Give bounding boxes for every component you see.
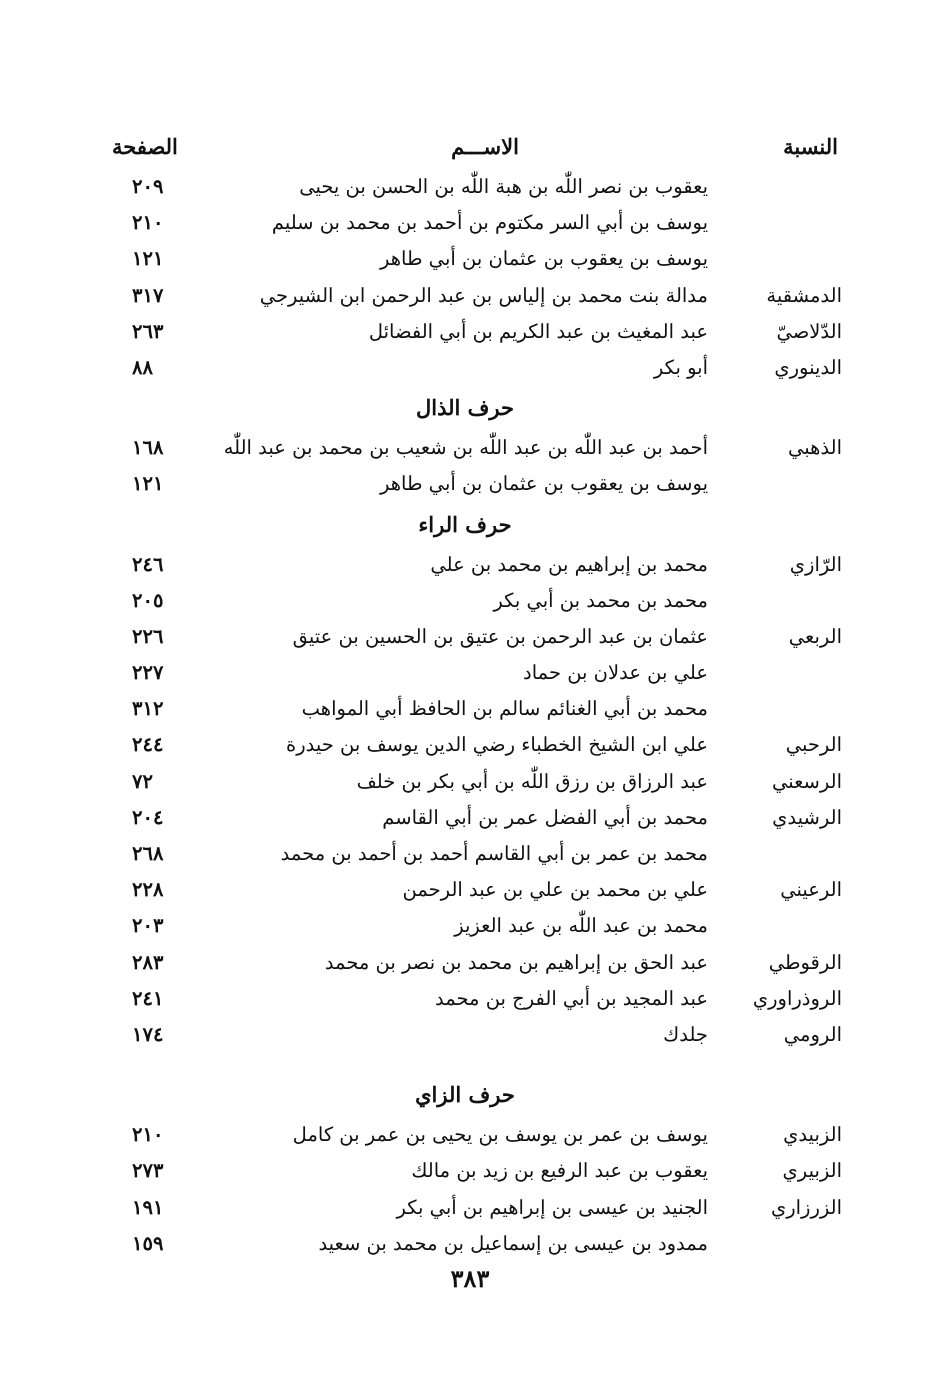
name-cell: مدالة بنت محمد بن إلياس بن عبد الرحمن ابن الشيرجي [259,283,708,307]
page-cell: ٢٢٨ [132,878,164,902]
name-cell: محمد بن إبراهيم بن محمد بن علي [430,552,708,576]
name-cell: عثمان بن عبد الرحمن بن عتيق بن الحسين بن عتيق [292,624,708,648]
page-cell: ١٥٩ [132,1231,164,1255]
index-row [0,1154,940,1190]
nisba-cell: الرحبي [785,733,842,757]
index-row [0,206,940,242]
spacer [0,1054,940,1074]
nisba-cell: الزبيري [782,1159,842,1183]
name-cell: الجنيد بن عيسى بن إبراهيم بن أبي بكر [396,1195,708,1219]
name-cell: عبد المجيد بن أبي الفرج بن محمد [434,986,708,1010]
page-cell: ١٩١ [132,1195,164,1219]
index-row [0,1191,940,1227]
name-cell: محمد بن عبد اللّٰه بن عبد العزيز [454,914,708,938]
index-row [0,656,940,692]
nisba-cell: الزبيدي [783,1123,842,1147]
section-title: حرف الزاي [415,1082,515,1108]
name-cell: يعقوب بن نصر اللّٰه بن هبة اللّٰه بن الحسن بن يحيى [299,175,708,198]
nisba-cell: الروذراوري [752,986,842,1010]
index-row [0,1227,940,1263]
page-cell: ٢٠٤ [132,805,164,829]
name-cell: يوسف بن أبي السر مكتوم بن أحمد بن محمد بن سليم [271,211,708,235]
page-cell: ٢١٠ [132,1123,164,1147]
index-row [0,584,940,620]
table-header [0,134,940,170]
name-cell: عبد المغيث بن عبد الكريم بن أبي الفضائل [368,319,708,343]
index-row [0,873,940,909]
name-cell: جلدك [663,1022,708,1046]
index-row [0,692,940,728]
nisba-cell: الدينوري [774,355,842,379]
page-cell: ١٢١ [132,247,164,271]
page-cell: ١٦٨ [132,436,164,460]
index-row [0,837,940,873]
index-row [0,1018,940,1054]
name-cell: يعقوب بن عبد الرفيع بن زيد بن مالك [411,1159,708,1183]
page-cell: ٢٢٦ [132,624,164,648]
page-cell: ٢٠٩ [132,175,164,198]
page-cell: ٢٨٣ [132,950,164,974]
page-cell: ٢٧٣ [132,1159,164,1183]
header-name: الاســـم [451,134,519,159]
page-cell: ١٢١ [132,472,164,496]
name-cell: علي ابن الشيخ الخطباء رضي الدين يوسف بن حيدرة [286,733,708,757]
index-row [0,1118,940,1154]
nisba-cell: الذهبي [787,436,842,460]
page-cell: ٣١٢ [132,697,164,721]
name-cell: أحمد بن عبد اللّٰه بن عبد اللّٰه بن شعيب بن محمد بن عبد اللّٰه [223,436,708,460]
page-cell: ١٧٤ [132,1022,164,1046]
name-cell: محمد بن أبي الفضل عمر بن أبي القاسم [382,805,708,829]
page-number: ٣٨٣ [450,1264,490,1293]
page-cell: ٢٤٤ [132,733,164,757]
page-cell: ٢٤١ [132,986,164,1010]
name-cell: ممدود بن عيسى بن إسماعيل بن محمد بن سعيد [318,1231,708,1255]
page-cell: ٢٠٥ [132,588,164,612]
name-cell: محمد بن محمد بن أبي بكر [493,588,708,612]
page-cell: ٢٤٦ [132,552,164,576]
page-cell: ٨٨ [132,355,153,379]
nisba-cell: الربعي [788,624,842,648]
section-title: حرف الذال [416,395,514,421]
name-cell: عبد الحق بن إبراهيم بن محمد بن نصر بن محمد [324,950,708,974]
header-nisba: النسبة [783,134,838,159]
index-row [0,620,940,656]
nisba-cell: الرقوطي [768,950,842,974]
nisba-cell: الرّازي [789,552,842,576]
name-cell: علي بن عدلان بن حماد [523,661,708,685]
index-row [0,467,940,503]
index-row [0,801,940,837]
index-row [0,431,940,467]
index-row [0,982,940,1018]
index-row [0,279,940,315]
index-row [0,909,940,945]
name-cell: محمد بن عمر بن أبي القاسم أحمد بن أحمد بن محمد [280,842,708,865]
page-cell: ٢٦٨ [132,842,164,865]
section-title: حرف الراء [418,511,512,537]
name-cell: يوسف بن عمر بن يوسف بن يحيى بن عمر بن كامل [292,1123,708,1147]
name-cell: يوسف بن يعقوب بن عثمان بن أبي طاهر [379,472,708,496]
index-row [0,728,940,764]
header-page: الصفحة [112,134,178,159]
index-row [0,242,940,278]
index-row [0,170,940,206]
name-cell: علي بن محمد بن علي بن عبد الرحمن [402,878,708,902]
section-heading [0,1074,940,1118]
nisba-cell: الرسعني [771,769,842,793]
nisba-cell: الرشيدي [772,805,842,829]
section-heading [0,387,940,431]
nisba-cell: الرعيني [780,878,842,902]
name-cell: محمد بن أبي الغنائم سالم بن الحافظ أبي المواهب [301,697,708,721]
index-row [0,946,940,982]
index-row [0,548,940,584]
section-heading [0,504,940,548]
nisba-cell: الدمشقية [766,283,842,307]
name-cell: أبو بكر [653,355,708,379]
index-entries [0,170,940,1263]
index-row [0,351,940,387]
index-row [0,315,940,351]
page-cell: ٢١٠ [132,211,164,235]
name-cell: يوسف بن يعقوب بن عثمان بن أبي طاهر [379,247,708,271]
nisba-cell: الرومي [783,1022,842,1046]
page-cell: ٢٢٧ [132,661,164,685]
page-cell: ٣١٧ [132,283,164,307]
nisba-cell: الدّلاصيّ [776,319,842,343]
page-cell: ٧٢ [132,769,153,793]
index-row [0,765,940,801]
nisba-cell: الزرزاري [770,1195,842,1219]
name-cell: عبد الرزاق بن رزق اللّٰه بن أبي بكر بن خلف [356,769,708,793]
page-cell: ٢٦٣ [132,319,164,343]
page-cell: ٢٠٣ [132,914,164,938]
